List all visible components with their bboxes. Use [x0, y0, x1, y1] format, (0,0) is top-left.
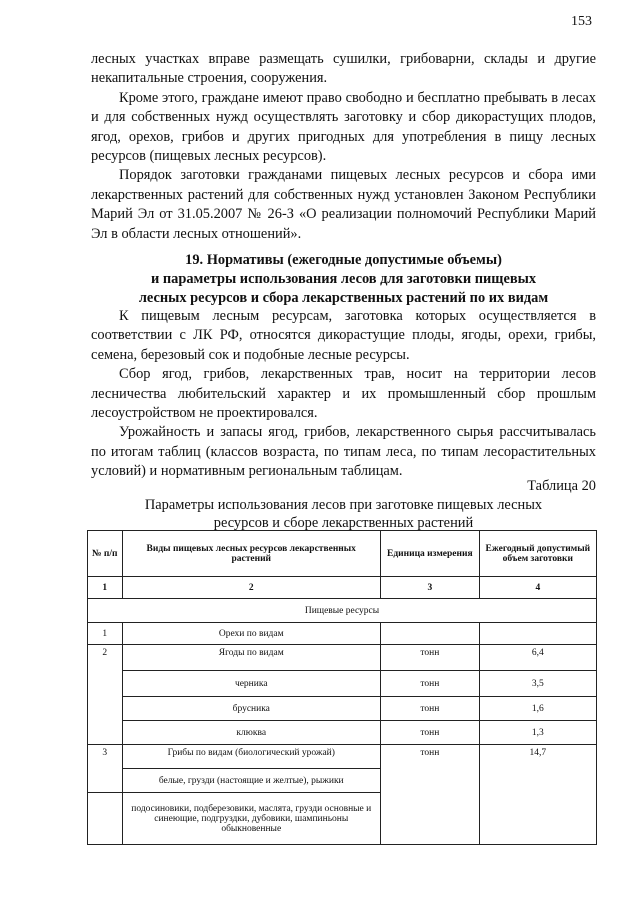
table-row — [88, 721, 597, 745]
row-unit: тонн — [380, 697, 479, 721]
table-row — [88, 697, 597, 721]
row-value: 3,5 — [479, 671, 596, 697]
col-number-4: 4 — [479, 577, 596, 599]
row-number: 1 — [88, 623, 123, 645]
table-number: Таблица 20 — [527, 478, 596, 494]
row-value: 1,6 — [479, 697, 596, 721]
table-title-line-2: ресурсов и сборе лекарственных растений — [213, 515, 474, 531]
section-heading — [91, 251, 596, 307]
header-unit: Единица измерения — [380, 531, 479, 577]
heading-line-1: 19. Нормативы (ежегодные допустимые объемы) — [185, 252, 502, 268]
body-text — [91, 307, 596, 482]
col-number-1: 1 — [88, 577, 123, 599]
page-number: 153 — [571, 14, 592, 29]
row-number: 2 — [88, 645, 123, 745]
intro-paragraph-1: лесных участках вправе размещать сушилки, грибоварни, склады и другие некапитальные строения, сооружения. — [91, 51, 596, 87]
row-name: брусника — [122, 697, 380, 721]
row-unit: тонн — [380, 671, 479, 697]
resources-table — [87, 530, 597, 845]
table-row — [88, 745, 597, 769]
heading-line-3: лесных ресурсов и сбора лекарственных растений по их видам — [138, 289, 549, 306]
row-name: Орехи по видам — [122, 623, 380, 645]
table-row — [88, 671, 597, 697]
col-number-3: 3 — [380, 577, 479, 599]
header-number: № п/п — [88, 531, 123, 577]
body-paragraph-2: Сбор ягод, грибов, лекарственных трав, носит на территории лесов лесничества любительский характер и их промышленный сбор прошлым лесоустройством не проектировался. — [91, 366, 596, 422]
row-value: 1,3 — [479, 721, 596, 745]
intro-paragraph-3: Порядок заготовки гражданами пищевых лесных ресурсов и сбора ими лекарственных растений для собственных нужд установлен Законом Республики Марий Эл от 31.05.2007 № 26-З «О реализации полномочий Республики Марий Эл в области лесных отношений». — [91, 167, 596, 242]
row-name: Грибы по видам (биологический урожай) — [122, 745, 380, 769]
table-title — [91, 496, 596, 532]
header-annual-volume: Ежегодный допустимый объем заготовки — [479, 531, 596, 577]
row-unit — [380, 623, 479, 645]
row-unit: тонн — [380, 745, 479, 845]
row-name: белые, грузди (настоящие и желтые), рыжики — [122, 769, 380, 793]
table-row — [88, 623, 597, 645]
heading-line-2: и параметры использования лесов для заготовки пищевых — [150, 270, 537, 287]
row-name: клюква — [122, 721, 380, 745]
row-number — [88, 793, 123, 845]
intro-paragraph-2: Кроме этого, граждане имеют право свободно и бесплатно пребывать в лесах и для собственных нужд осуществлять заготовку и сбор дикорастущих плодов, ягод, орехов, грибов и других пригодных для употребления в пищу лесных ресурсов (пищевых лесных ресурсов). — [91, 89, 596, 165]
body-paragraph-3: Урожайность и запасы ягод, грибов, лекарственного сырья рассчитывалась по итогам таблиц (классов возраста, по типам леса, по типам лесорастительных условий) и нормативным региональным таблицам. — [91, 424, 596, 480]
row-value: 14,7 — [479, 745, 596, 845]
group-label: Пищевые ресурсы — [88, 599, 597, 623]
row-name: подосиновики, подберезовики, маслята, грузди основные и синеющие, подгруздки, дубовики, шампиньоны обыкновенные — [122, 793, 380, 845]
body-paragraph-1: К пищевым лесным ресурсам, заготовка которых осуществляется в соответствии с ЛК РФ, относятся дикорастущие плоды, ягоды, орехи, грибы, семена, березовый сок и подобные лесные ресурсы. — [91, 308, 596, 363]
table-title-line-1: Параметры использования лесов при заготовке пищевых лесных — [144, 497, 543, 513]
row-unit: тонн — [380, 721, 479, 745]
row-number: 3 — [88, 745, 123, 793]
row-name: Ягоды по видам — [122, 645, 380, 671]
row-value — [479, 623, 596, 645]
col-number-2: 2 — [122, 577, 380, 599]
table-row — [88, 645, 597, 671]
row-name: черника — [122, 671, 380, 697]
header-resource-type: Виды пищевых лесных ресурсов лекарственных растений — [122, 531, 380, 577]
row-value: 6,4 — [479, 645, 596, 671]
row-unit: тонн — [380, 645, 479, 671]
intro-text — [91, 50, 596, 244]
